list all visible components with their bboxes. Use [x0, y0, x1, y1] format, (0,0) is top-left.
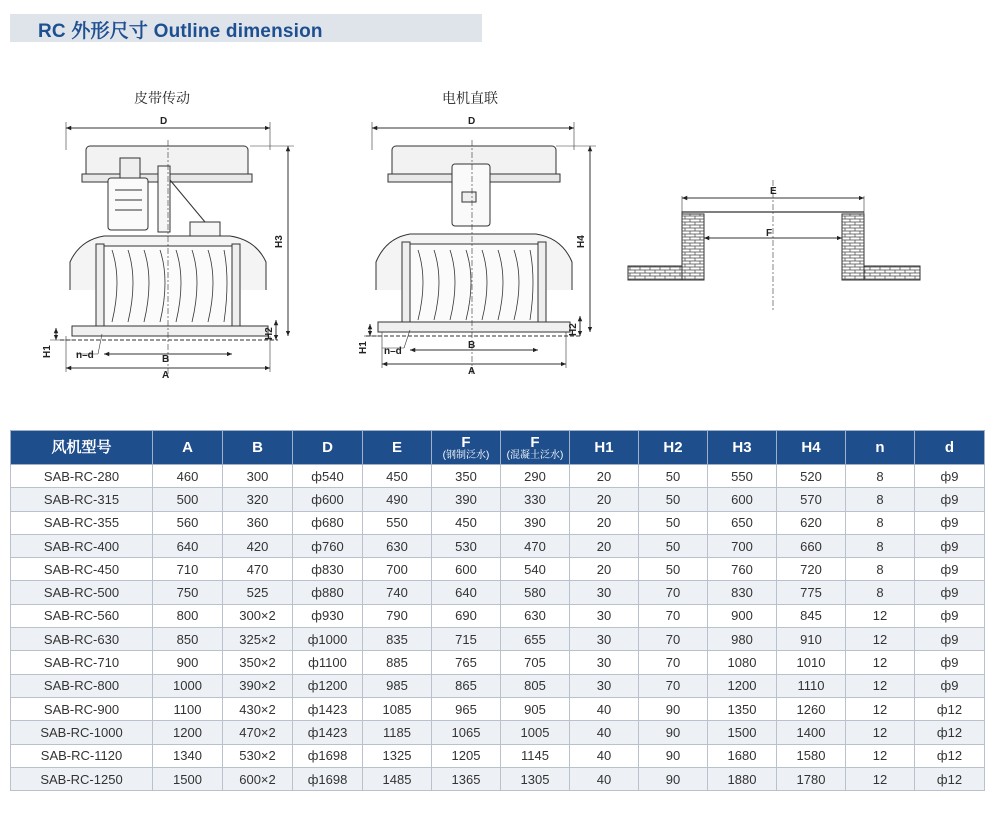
cell-d: ф1698: [293, 767, 363, 790]
cell-h2: 50: [639, 465, 708, 488]
cell-d: ф540: [293, 465, 363, 488]
dim-label-h1-belt: H1: [42, 345, 53, 358]
cell-model: SAB-RC-355: [11, 511, 153, 534]
cell-b: 525: [223, 581, 293, 604]
cell-d: ф930: [293, 604, 363, 627]
cell-h2: 90: [639, 697, 708, 720]
cell-f-concrete: 540: [501, 558, 570, 581]
table-row: [11, 534, 985, 557]
curb-flashing-drawing: [628, 180, 920, 312]
cell-e: 450: [363, 465, 432, 488]
dim-label-b-belt: B: [162, 354, 170, 365]
cell-h2: 50: [639, 488, 708, 511]
col-header-d-hole: d: [915, 431, 985, 465]
cell-b: 320: [223, 488, 293, 511]
cell-n: 12: [846, 744, 915, 767]
cell-e: 985: [363, 674, 432, 697]
cell-h1: 40: [570, 697, 639, 720]
cell-e: 490: [363, 488, 432, 511]
cell-f-concrete: 705: [501, 651, 570, 674]
cell-e: 630: [363, 534, 432, 557]
cell-f-steel: 390: [432, 488, 501, 511]
cell-n: 8: [846, 511, 915, 534]
cell-n: 8: [846, 488, 915, 511]
cell-model: SAB-RC-1000: [11, 721, 153, 744]
cell-h3: 1680: [708, 744, 777, 767]
cell-f-steel: 350: [432, 465, 501, 488]
cell-n: 12: [846, 767, 915, 790]
col-header-model: 风机型号: [11, 431, 153, 465]
col-header-e: E: [363, 431, 432, 465]
cell-h4: 1010: [777, 651, 846, 674]
cell-h1: 40: [570, 744, 639, 767]
col-header-h1: H1: [570, 431, 639, 465]
cell-h1: 30: [570, 651, 639, 674]
cell-h2: 70: [639, 674, 708, 697]
cell-b: 390×2: [223, 674, 293, 697]
cell-f-steel: 600: [432, 558, 501, 581]
cell-f-steel: 1205: [432, 744, 501, 767]
cell-model: SAB-RC-630: [11, 628, 153, 651]
col-header-n: n: [846, 431, 915, 465]
dim-label-d-belt: D: [160, 116, 168, 127]
cell-n: 12: [846, 721, 915, 744]
table-row: [11, 558, 985, 581]
cell-b: 470×2: [223, 721, 293, 744]
cell-f-concrete: 330: [501, 488, 570, 511]
cell-h3: 600: [708, 488, 777, 511]
cell-n: 12: [846, 651, 915, 674]
col-header-f-steel: F (钢制泛水): [432, 431, 501, 465]
cell-n: 8: [846, 558, 915, 581]
cell-a: 500: [153, 488, 223, 511]
cell-e: 1185: [363, 721, 432, 744]
cell-model: SAB-RC-450: [11, 558, 153, 581]
cell-h1: 40: [570, 767, 639, 790]
section-title: RC 外形尺寸 Outline dimension: [38, 21, 323, 42]
cell-f-concrete: 655: [501, 628, 570, 651]
cell-d-hole: ф9: [915, 651, 985, 674]
cell-b: 350×2: [223, 651, 293, 674]
cell-model: SAB-RC-560: [11, 604, 153, 627]
cell-a: 1200: [153, 721, 223, 744]
cell-model: SAB-RC-800: [11, 674, 153, 697]
cell-h4: 910: [777, 628, 846, 651]
dim-label-h3: H3: [274, 235, 285, 248]
cell-d: ф1698: [293, 744, 363, 767]
cell-f-concrete: 1145: [501, 744, 570, 767]
cell-b: 420: [223, 534, 293, 557]
cell-b: 325×2: [223, 628, 293, 651]
cell-model: SAB-RC-1120: [11, 744, 153, 767]
cell-h2: 50: [639, 534, 708, 557]
dim-label-nd-belt: n–d: [76, 350, 94, 361]
cell-b: 430×2: [223, 697, 293, 720]
cell-h4: 775: [777, 581, 846, 604]
cell-h2: 70: [639, 651, 708, 674]
cell-h3: 830: [708, 581, 777, 604]
cell-d: ф600: [293, 488, 363, 511]
cell-h3: 1880: [708, 767, 777, 790]
cell-h4: 1260: [777, 697, 846, 720]
cell-d: ф760: [293, 534, 363, 557]
col-header-a: A: [153, 431, 223, 465]
cell-d-hole: ф9: [915, 581, 985, 604]
cell-h3: 1080: [708, 651, 777, 674]
cell-model: SAB-RC-400: [11, 534, 153, 557]
cell-h4: 845: [777, 604, 846, 627]
cell-a: 710: [153, 558, 223, 581]
cell-a: 1500: [153, 767, 223, 790]
cell-h2: 70: [639, 604, 708, 627]
cell-a: 560: [153, 511, 223, 534]
cell-f-steel: 450: [432, 511, 501, 534]
table-row: [11, 651, 985, 674]
table-header-row: [11, 431, 985, 465]
cell-e: 1485: [363, 767, 432, 790]
cell-d-hole: ф12: [915, 721, 985, 744]
cell-f-concrete: 1005: [501, 721, 570, 744]
cell-h4: 1780: [777, 767, 846, 790]
cell-h1: 20: [570, 558, 639, 581]
cell-h2: 90: [639, 721, 708, 744]
cell-b: 300×2: [223, 604, 293, 627]
cell-d: ф1000: [293, 628, 363, 651]
dim-label-a-direct: A: [468, 366, 476, 377]
cell-d-hole: ф12: [915, 744, 985, 767]
cell-h3: 900: [708, 604, 777, 627]
cell-h1: 40: [570, 721, 639, 744]
dim-label-b-direct: B: [468, 340, 476, 351]
cell-model: SAB-RC-280: [11, 465, 153, 488]
cell-f-steel: 690: [432, 604, 501, 627]
cell-d-hole: ф9: [915, 488, 985, 511]
cell-n: 12: [846, 674, 915, 697]
cell-a: 800: [153, 604, 223, 627]
cell-n: 8: [846, 581, 915, 604]
cell-h4: 660: [777, 534, 846, 557]
spec-table: [10, 430, 985, 791]
table-row: [11, 628, 985, 651]
cell-h2: 50: [639, 558, 708, 581]
cell-d: ф1423: [293, 697, 363, 720]
cell-e: 885: [363, 651, 432, 674]
cell-e: 1085: [363, 697, 432, 720]
cell-n: 12: [846, 604, 915, 627]
cell-d-hole: ф9: [915, 674, 985, 697]
cell-a: 460: [153, 465, 223, 488]
cell-h4: 720: [777, 558, 846, 581]
cell-h2: 70: [639, 628, 708, 651]
col-header-h4: H4: [777, 431, 846, 465]
cell-e: 790: [363, 604, 432, 627]
dim-label-e: E: [770, 186, 777, 197]
cell-f-concrete: 905: [501, 697, 570, 720]
cell-h3: 650: [708, 511, 777, 534]
cell-a: 850: [153, 628, 223, 651]
cell-f-concrete: 805: [501, 674, 570, 697]
dim-label-h4: H4: [576, 235, 587, 248]
cell-n: 8: [846, 534, 915, 557]
belt-drive-drawing: [50, 122, 294, 380]
cell-model: SAB-RC-500: [11, 581, 153, 604]
cell-h1: 20: [570, 534, 639, 557]
col-header-d: D: [293, 431, 363, 465]
cell-e: 700: [363, 558, 432, 581]
cell-f-concrete: 470: [501, 534, 570, 557]
cell-e: 1325: [363, 744, 432, 767]
cell-h1: 30: [570, 674, 639, 697]
cell-h3: 1350: [708, 697, 777, 720]
cell-d: ф1100: [293, 651, 363, 674]
cell-e: 835: [363, 628, 432, 651]
cell-f-steel: 965: [432, 697, 501, 720]
col-header-b: B: [223, 431, 293, 465]
cell-d: ф680: [293, 511, 363, 534]
cell-b: 600×2: [223, 767, 293, 790]
col-header-f-concrete: F (混凝土泛水): [501, 431, 570, 465]
cell-h2: 70: [639, 581, 708, 604]
cell-h3: 1500: [708, 721, 777, 744]
cell-h3: 980: [708, 628, 777, 651]
cell-h3: 1200: [708, 674, 777, 697]
table-row: [11, 721, 985, 744]
cell-h1: 30: [570, 581, 639, 604]
cell-f-concrete: 290: [501, 465, 570, 488]
cell-a: 1340: [153, 744, 223, 767]
cell-n: 12: [846, 697, 915, 720]
cell-h1: 30: [570, 604, 639, 627]
cell-d: ф880: [293, 581, 363, 604]
cell-b: 300: [223, 465, 293, 488]
cell-h4: 1580: [777, 744, 846, 767]
cell-h1: 20: [570, 465, 639, 488]
cell-f-steel: 765: [432, 651, 501, 674]
dim-label-nd-direct: n–d: [384, 346, 402, 357]
cell-n: 12: [846, 628, 915, 651]
cell-f-steel: 1065: [432, 721, 501, 744]
cell-f-steel: 640: [432, 581, 501, 604]
cell-h4: 1110: [777, 674, 846, 697]
cell-h4: 570: [777, 488, 846, 511]
table-row: [11, 604, 985, 627]
table-row: [11, 697, 985, 720]
cell-f-steel: 865: [432, 674, 501, 697]
cell-f-steel: 715: [432, 628, 501, 651]
table-row: [11, 488, 985, 511]
cell-f-steel: 1365: [432, 767, 501, 790]
dim-label-h2-direct: H2: [568, 323, 579, 336]
cell-d-hole: ф9: [915, 465, 985, 488]
cell-a: 750: [153, 581, 223, 604]
table-body: [11, 465, 985, 791]
cell-model: SAB-RC-900: [11, 697, 153, 720]
cell-h1: 20: [570, 488, 639, 511]
cell-h3: 550: [708, 465, 777, 488]
cell-d: ф1200: [293, 674, 363, 697]
dim-label-h2-belt: H2: [264, 327, 275, 340]
caption-belt-drive: 皮带传动: [134, 91, 190, 107]
cell-b: 360: [223, 511, 293, 534]
dim-label-a-belt: A: [162, 370, 170, 381]
dim-label-d-direct: D: [468, 116, 476, 127]
cell-d-hole: ф12: [915, 697, 985, 720]
cell-f-steel: 530: [432, 534, 501, 557]
cell-h2: 90: [639, 767, 708, 790]
cell-d-hole: ф9: [915, 604, 985, 627]
cell-d: ф830: [293, 558, 363, 581]
col-header-h2: H2: [639, 431, 708, 465]
cell-h3: 700: [708, 534, 777, 557]
table-row: [11, 767, 985, 790]
cell-f-concrete: 580: [501, 581, 570, 604]
table-row: [11, 744, 985, 767]
cell-d-hole: ф9: [915, 511, 985, 534]
cell-a: 900: [153, 651, 223, 674]
cell-f-concrete: 390: [501, 511, 570, 534]
direct-drive-drawing: [364, 122, 596, 376]
table-row: [11, 465, 985, 488]
cell-e: 740: [363, 581, 432, 604]
cell-f-concrete: 1305: [501, 767, 570, 790]
cell-a: 640: [153, 534, 223, 557]
cell-d-hole: ф12: [915, 767, 985, 790]
col-header-h3: H3: [708, 431, 777, 465]
cell-h1: 20: [570, 511, 639, 534]
cell-h2: 90: [639, 744, 708, 767]
cell-h4: 520: [777, 465, 846, 488]
cell-h4: 620: [777, 511, 846, 534]
table-row: [11, 674, 985, 697]
dim-label-h1-direct: H1: [358, 341, 369, 354]
cell-d: ф1423: [293, 721, 363, 744]
table-row: [11, 581, 985, 604]
cell-h2: 50: [639, 511, 708, 534]
cell-e: 550: [363, 511, 432, 534]
table-row: [11, 511, 985, 534]
cell-f-concrete: 630: [501, 604, 570, 627]
cell-a: 1000: [153, 674, 223, 697]
dim-label-f: F: [766, 228, 773, 239]
cell-b: 530×2: [223, 744, 293, 767]
cell-h4: 1400: [777, 721, 846, 744]
cell-d-hole: ф9: [915, 558, 985, 581]
cell-d-hole: ф9: [915, 534, 985, 557]
caption-direct-drive: 电机直联: [442, 91, 498, 107]
cell-d-hole: ф9: [915, 628, 985, 651]
cell-a: 1100: [153, 697, 223, 720]
cell-h1: 30: [570, 628, 639, 651]
cell-model: SAB-RC-1250: [11, 767, 153, 790]
cell-b: 470: [223, 558, 293, 581]
cell-model: SAB-RC-710: [11, 651, 153, 674]
cell-h3: 760: [708, 558, 777, 581]
cell-model: SAB-RC-315: [11, 488, 153, 511]
cell-n: 8: [846, 465, 915, 488]
